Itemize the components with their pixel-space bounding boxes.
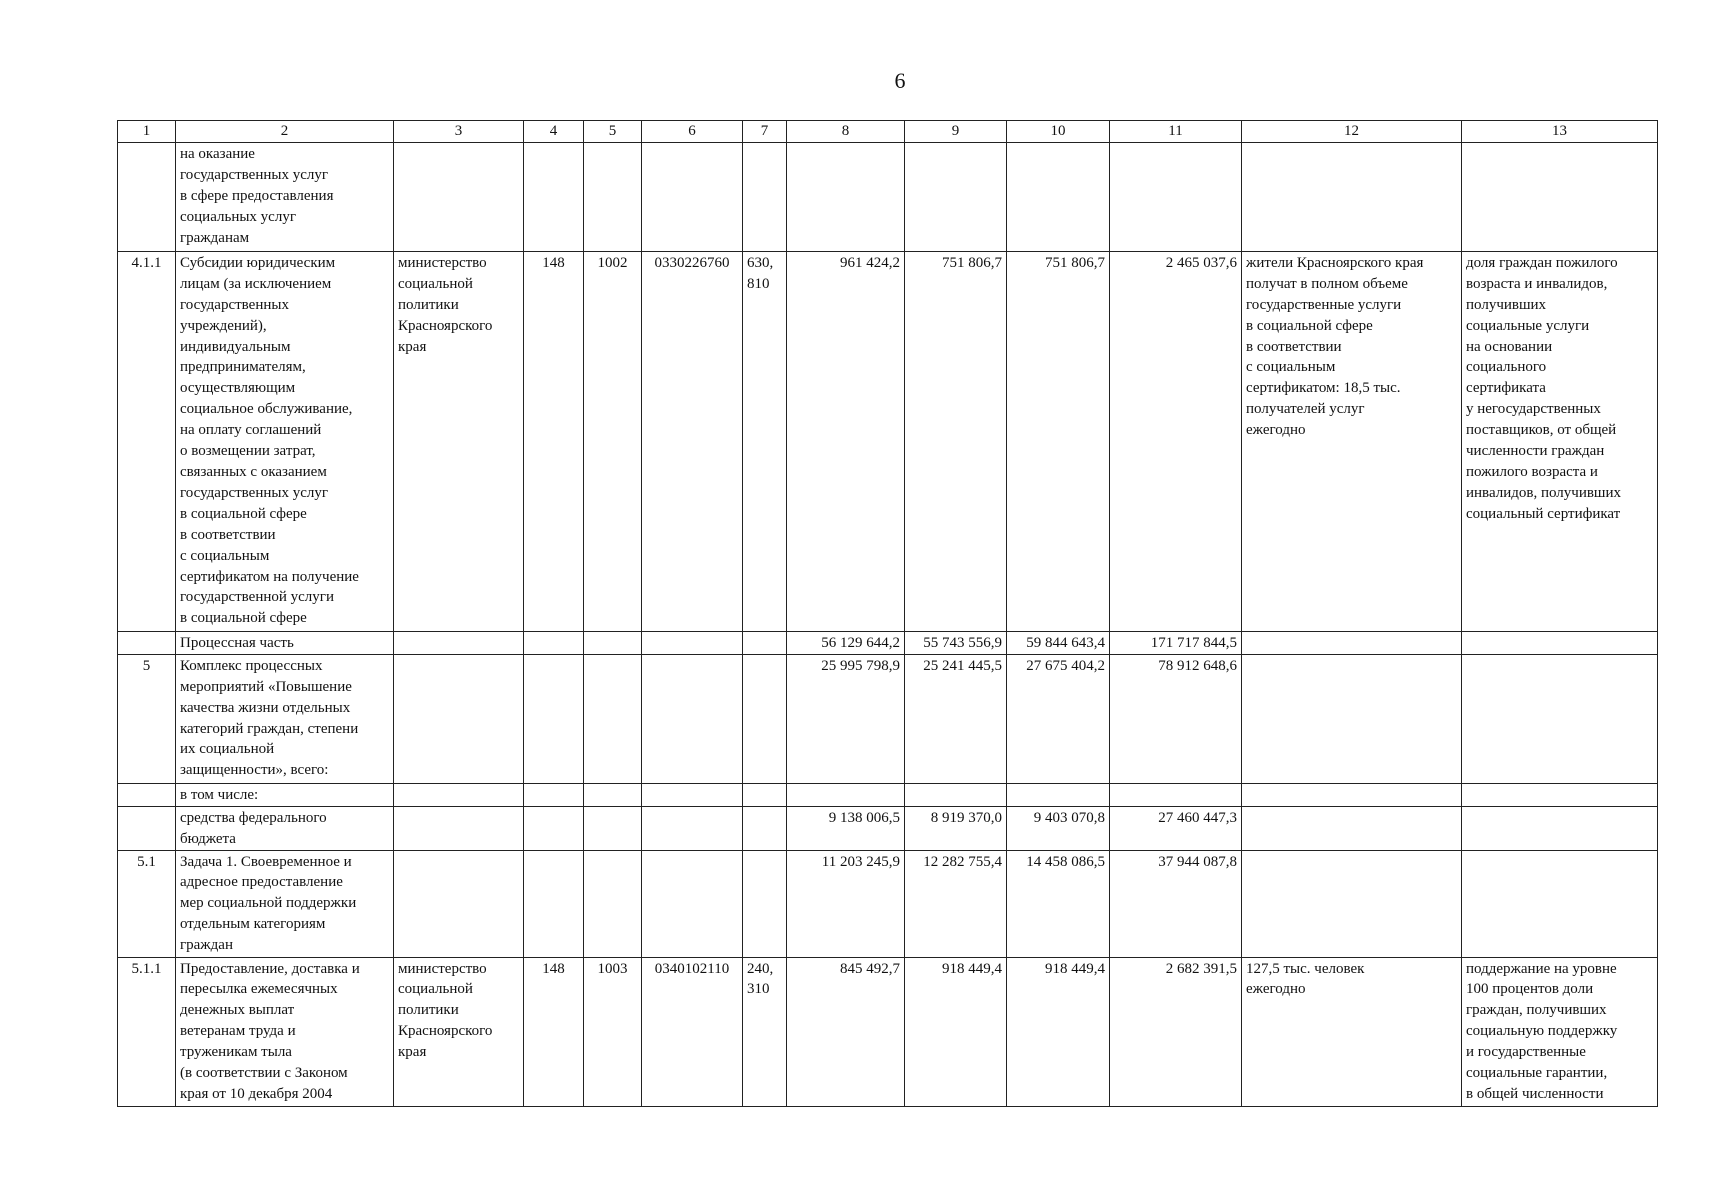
indicator-cell: доля граждан пожилого возраста и инвалидов, получивших социальные услуги на основании социального сертификата у негосударственных поставщиков, от общей численности граждан пожилого возраста и инвалидов, получивших социальный сертификат [1462, 251, 1658, 631]
result-cell [1242, 806, 1462, 850]
amount-cell: 14 458 086,5 [1007, 850, 1110, 957]
executor-cell [394, 654, 524, 783]
code-cell: 240, 310 [743, 957, 787, 1106]
executor-cell [394, 806, 524, 850]
result-cell [1242, 850, 1462, 957]
indicator-cell [1462, 850, 1658, 957]
result-cell: 127,5 тыс. человек ежегодно [1242, 957, 1462, 1106]
result-cell [1242, 631, 1462, 654]
amount-cell: 8 919 370,0 [905, 806, 1007, 850]
item-name: Комплекс процессных мероприятий «Повышение качества жизни отдельных категорий граждан, степени их социальной защищенности», всего: [176, 654, 394, 783]
amount-cell: 56 129 644,2 [787, 631, 905, 654]
header-cell: 3 [394, 121, 524, 143]
code-cell: 148 [524, 957, 584, 1106]
item-name: Субсидии юридическим лицам (за исключением государственных учреждений), индивидуальным предпринимателям, осуществляющим социальное обслуживание, на оплату соглашений о возмещении затрат, связанных с оказанием государственных услуг в социальной сфере в соответствии с социальным сертификатом на получение государственной услуги в социальной сфере [176, 251, 394, 631]
indicator-cell [1462, 142, 1658, 251]
amount-cell: 55 743 556,9 [905, 631, 1007, 654]
amount-cell: 78 912 648,6 [1110, 654, 1242, 783]
amount-cell: 2 682 391,5 [1110, 957, 1242, 1106]
amount-cell [905, 142, 1007, 251]
amount-cell: 751 806,7 [905, 251, 1007, 631]
executor-cell [394, 142, 524, 251]
executor-cell: министерство социальной политики Красноярского края [394, 251, 524, 631]
header-cell: 6 [642, 121, 743, 143]
amount-cell [787, 142, 905, 251]
amount-cell [787, 783, 905, 806]
amount-cell [905, 783, 1007, 806]
code-cell [584, 783, 642, 806]
code-cell [743, 850, 787, 957]
row-number: 5.1 [118, 850, 176, 957]
table-row [118, 806, 1658, 850]
code-cell [584, 654, 642, 783]
amount-cell [1110, 142, 1242, 251]
header-cell: 10 [1007, 121, 1110, 143]
item-name: Процессная часть [176, 631, 394, 654]
code-cell [524, 631, 584, 654]
amount-cell: 27 460 447,3 [1110, 806, 1242, 850]
code-cell [584, 850, 642, 957]
code-cell [642, 850, 743, 957]
table-row [118, 631, 1658, 654]
executor-cell: министерство социальной политики Красноярского края [394, 957, 524, 1106]
amount-cell: 918 449,4 [1007, 957, 1110, 1106]
amount-cell: 37 944 087,8 [1110, 850, 1242, 957]
row-number: 5.1.1 [118, 957, 176, 1106]
executor-cell [394, 783, 524, 806]
code-cell [524, 783, 584, 806]
row-number: 4.1.1 [118, 251, 176, 631]
code-cell [584, 631, 642, 654]
code-cell [584, 142, 642, 251]
code-cell: 1003 [584, 957, 642, 1106]
amount-cell: 918 449,4 [905, 957, 1007, 1106]
code-cell [524, 654, 584, 783]
amount-cell: 2 465 037,6 [1110, 251, 1242, 631]
header-cell: 5 [584, 121, 642, 143]
code-cell [743, 654, 787, 783]
table-row [118, 850, 1658, 957]
header-cell: 9 [905, 121, 1007, 143]
header-cell: 4 [524, 121, 584, 143]
item-name: в том числе: [176, 783, 394, 806]
executor-cell [394, 850, 524, 957]
amount-cell: 59 844 643,4 [1007, 631, 1110, 654]
item-name: Задача 1. Своевременное и адресное предоставление мер социальной поддержки отдельным категориям граждан [176, 850, 394, 957]
code-cell: 148 [524, 251, 584, 631]
table-row [118, 654, 1658, 783]
executor-cell [394, 631, 524, 654]
result-cell: жители Красноярского края получат в полном объеме государственные услуги в социальной сфере в соответствии с социальным сертификатом: 18,5 тыс. получателей услуг ежегодно [1242, 251, 1462, 631]
code-cell: 630, 810 [743, 251, 787, 631]
indicator-cell: поддержание на уровне 100 процентов доли граждан, получивших социальную поддержку и государственные социальные гарантии, в общей численности [1462, 957, 1658, 1106]
amount-cell: 25 995 798,9 [787, 654, 905, 783]
header-cell: 2 [176, 121, 394, 143]
code-cell [743, 783, 787, 806]
header-cell: 7 [743, 121, 787, 143]
amount-cell: 961 424,2 [787, 251, 905, 631]
code-cell [743, 806, 787, 850]
header-cell: 11 [1110, 121, 1242, 143]
code-cell: 0330226760 [642, 251, 743, 631]
amount-cell: 27 675 404,2 [1007, 654, 1110, 783]
table-row [118, 142, 1658, 251]
indicator-cell [1462, 806, 1658, 850]
header-cell: 13 [1462, 121, 1658, 143]
amount-cell: 845 492,7 [787, 957, 905, 1106]
table-row [118, 783, 1658, 806]
code-cell [524, 850, 584, 957]
amount-cell [1007, 142, 1110, 251]
row-number [118, 142, 176, 251]
indicator-cell [1462, 783, 1658, 806]
row-number: 5 [118, 654, 176, 783]
amount-cell [1110, 783, 1242, 806]
amount-cell [1007, 783, 1110, 806]
result-cell [1242, 142, 1462, 251]
page-number: 6 [894, 68, 906, 93]
column-number-header [118, 121, 1658, 143]
row-number [118, 806, 176, 850]
code-cell [524, 142, 584, 251]
amount-cell: 11 203 245,9 [787, 850, 905, 957]
code-cell: 0340102110 [642, 957, 743, 1106]
code-cell [642, 806, 743, 850]
code-cell [584, 806, 642, 850]
code-cell [642, 142, 743, 251]
amount-cell: 25 241 445,5 [905, 654, 1007, 783]
program-table [117, 120, 1658, 1107]
code-cell: 1002 [584, 251, 642, 631]
header-cell: 8 [787, 121, 905, 143]
result-cell [1242, 654, 1462, 783]
code-cell [743, 631, 787, 654]
result-cell [1242, 783, 1462, 806]
amount-cell: 751 806,7 [1007, 251, 1110, 631]
row-number [118, 631, 176, 654]
header-cell: 1 [118, 121, 176, 143]
item-name: Предоставление, доставка и пересылка ежемесячных денежных выплат ветеранам труда и труженикам тыла (в соответствии с Законом края от 10 декабря 2004 [176, 957, 394, 1106]
code-cell [642, 654, 743, 783]
item-name: средства федерального бюджета [176, 806, 394, 850]
amount-cell: 9 138 006,5 [787, 806, 905, 850]
row-number [118, 783, 176, 806]
table-row [118, 251, 1658, 631]
indicator-cell [1462, 631, 1658, 654]
code-cell [524, 806, 584, 850]
code-cell [642, 631, 743, 654]
code-cell [642, 783, 743, 806]
table-row [118, 957, 1658, 1106]
header-cell: 12 [1242, 121, 1462, 143]
amount-cell: 171 717 844,5 [1110, 631, 1242, 654]
indicator-cell [1462, 654, 1658, 783]
code-cell [743, 142, 787, 251]
amount-cell: 12 282 755,4 [905, 850, 1007, 957]
amount-cell: 9 403 070,8 [1007, 806, 1110, 850]
item-name: на оказание государственных услуг в сфере предоставления социальных услуг гражданам [176, 142, 394, 251]
